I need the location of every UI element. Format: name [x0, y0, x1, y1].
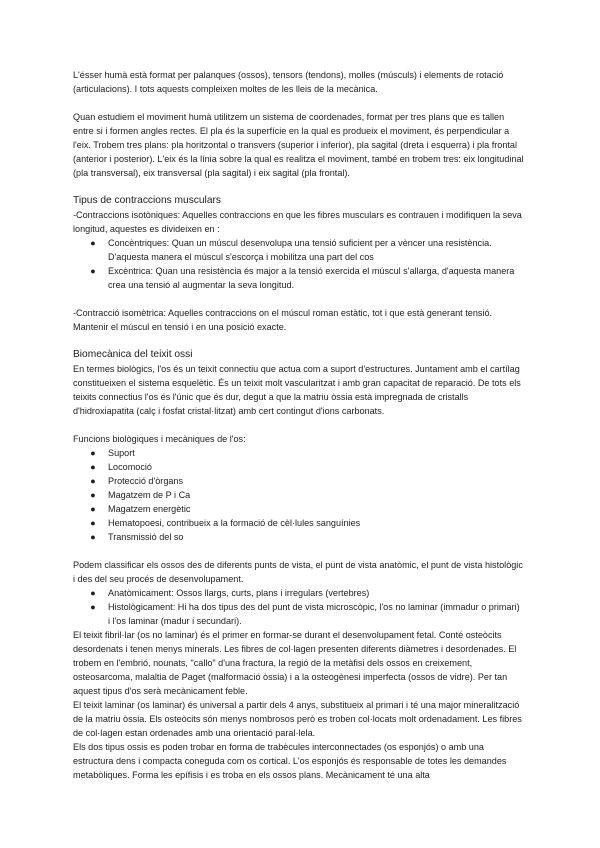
- section-heading-bone: Biomecànica del teixit ossi: [73, 349, 193, 360]
- bullet-icon: ●: [90, 532, 96, 542]
- section-heading-functions: Funcions biològiques i mecàniques de l'os:: [73, 434, 246, 444]
- functions-list: [73, 446, 524, 544]
- spacer: [73, 418, 524, 432]
- bullet-icon: ●: [90, 588, 96, 598]
- isotonic-list: [73, 236, 524, 292]
- list-item: ● Suport: [90, 448, 135, 458]
- list-item: ● Magatzem de P i Ca: [90, 490, 191, 500]
- bullet-icon: ●: [90, 448, 96, 458]
- spongy-bone-paragraph: Els dos tipus ossis es poden trobar en forma de trabècules interconnectades (os esponjós) o amb una estructura dens i compacta coneguda com os cortical. L'os esponjós és responsable de totes les demandes metabòliques. Forma les epífisis i es troba en els ossos plans. Mecànicament té una alta: [73, 742, 507, 780]
- isometric-paragraph: -Contracció isomètrica: Aquelles contraccions on el múscul roman estàtic, tot i que està generant tensió. Mantenir el múscul en tensió i en una posició exacte.: [73, 308, 493, 332]
- list-item: ● Locomoció: [90, 462, 152, 472]
- list-item: ● Excèntrica: Quan una resistència és major a la tensió exercida el múscul s'allarga, d'aquesta manera crea una tensió al augmentar la seva longitud.: [90, 266, 515, 290]
- list-item: ● Anatòmicament: Ossos llargs, curts, plans i irregulars (vertebres): [90, 588, 370, 598]
- coordinates-paragraph: Quan estudiem el moviment humà utilitzem un sistema de coordenades, format per tres plans que es tallen entre si i formen angles rectes. El pla és la superfície en la qual es produeix el moviment, és perpendicular a l'eix. Trobem tres plans: pla horitzontal o transvers (superior i inferior), pla sagital (dreta i esquerra) i pla frontal (anterior i posterior). L'eix és la línia sobre la qual es realitza el moviment, també en trobem tres: eix longitudinal (pla transversal), eix transversal (pla sagital) i eix sagital (pla frontal).: [73, 112, 524, 178]
- spacer: [73, 180, 524, 194]
- intro-paragraph: L'ésser humà està format per palanques (ossos), tensors (tendons), molles (músculs) i elements de rotació (articulacions). I tots aquests compleixen moltes de les lleis de la mecànica.: [73, 70, 504, 94]
- spacer: [73, 96, 524, 110]
- bullet-icon: ●: [90, 602, 96, 612]
- isotonic-paragraph: -Contraccions isotòniques: Aquelles contraccions en que les fibres musculars es contrauen i modifiquen la seva longitud, aquestes es divideixen en :: [73, 210, 522, 234]
- spacer: [73, 334, 524, 348]
- lamellar-bone-paragraph: El teixit laminar (os laminar) és universal a partir dels 4 anys, substitueix al primari i té una major mineralització de la matriu òssia. Els osteòcits són menys nombrosos però es troben col·locats molt ordenadament. Les fibres de col·lagen estan ordenades amb una orientació paral·lela.: [73, 700, 522, 738]
- bullet-icon: ●: [90, 490, 96, 500]
- list-item: ● Transmissió del so: [90, 532, 184, 542]
- list-item: ● Magatzem energètic: [90, 504, 191, 514]
- spacer: [73, 544, 524, 558]
- bullet-icon: ●: [90, 462, 96, 472]
- bullet-icon: ●: [90, 518, 96, 528]
- list-item: ● Protecció d'òrgans: [90, 476, 184, 486]
- bullet-icon: ●: [90, 266, 96, 276]
- spacer: [73, 292, 524, 306]
- bullet-icon: ●: [90, 476, 96, 486]
- bullet-icon: ●: [90, 504, 96, 514]
- classification-list: [73, 586, 524, 628]
- bullet-icon: ●: [90, 238, 96, 248]
- list-item: ● Hematopoesi, contribueix a la formació de cèl·lules sanguínies: [90, 518, 361, 528]
- fibrillar-bone-paragraph: El teixit fibril·lar (os no laminar) és el primer en formar-se durant el desenvolupament fetal. Conté osteòcits desordenats i tenen menys minerals. Les fibres de col·lagen presenten diferents diàmetres i desordenades. El trobem en l'embrió, nounats, "callo" d'una fractura, la regió de la metàfisi dels ossos en creixement, osteosarcoma, malaltia de Paget (malformació òssia) i a la osteogènesi imperfecta (ossos de vidre). Per tan aquest tipus d'os serà mecànicament feble.: [73, 630, 517, 696]
- classification-paragraph: Podem classificar els ossos des de diferents punts de vista, el punt de vista anatòmic, el punt de vista histològic i des del seu procés de desenvolupament.: [73, 560, 523, 584]
- list-item: ● Histològicament: Hi ha dos tipus des del punt de vista microscòpic, l'os no laminar (immadur o primari) i l'os laminar (madur i secundari).: [90, 602, 520, 626]
- section-heading-contractions: Tipus de contraccions musculars: [73, 195, 221, 206]
- bone-paragraph: En termes biològics, l'os és un teixit connectiu que actua com a suport d'estructures. Juntament amb el cartílag constitueixen el sistema esquelètic. És un teixit molt vascularitzat i amb gran capacitat de reparació. De tots els teixits connectius l'os és l'únic que és dur, degut a que la matriu òssia està impregnada de cristalls d'hidroxiapatita (calç i fosfat cristal·litzat) amb cert contingut d'ions carbonats.: [73, 364, 521, 416]
- list-item: ● Concèntriques: Quan un múscul desenvolupa una tensió suficient per a vèncer una resistència. D'aquesta manera el múscul s'escorça i mobilitza una part del cos: [90, 238, 492, 262]
